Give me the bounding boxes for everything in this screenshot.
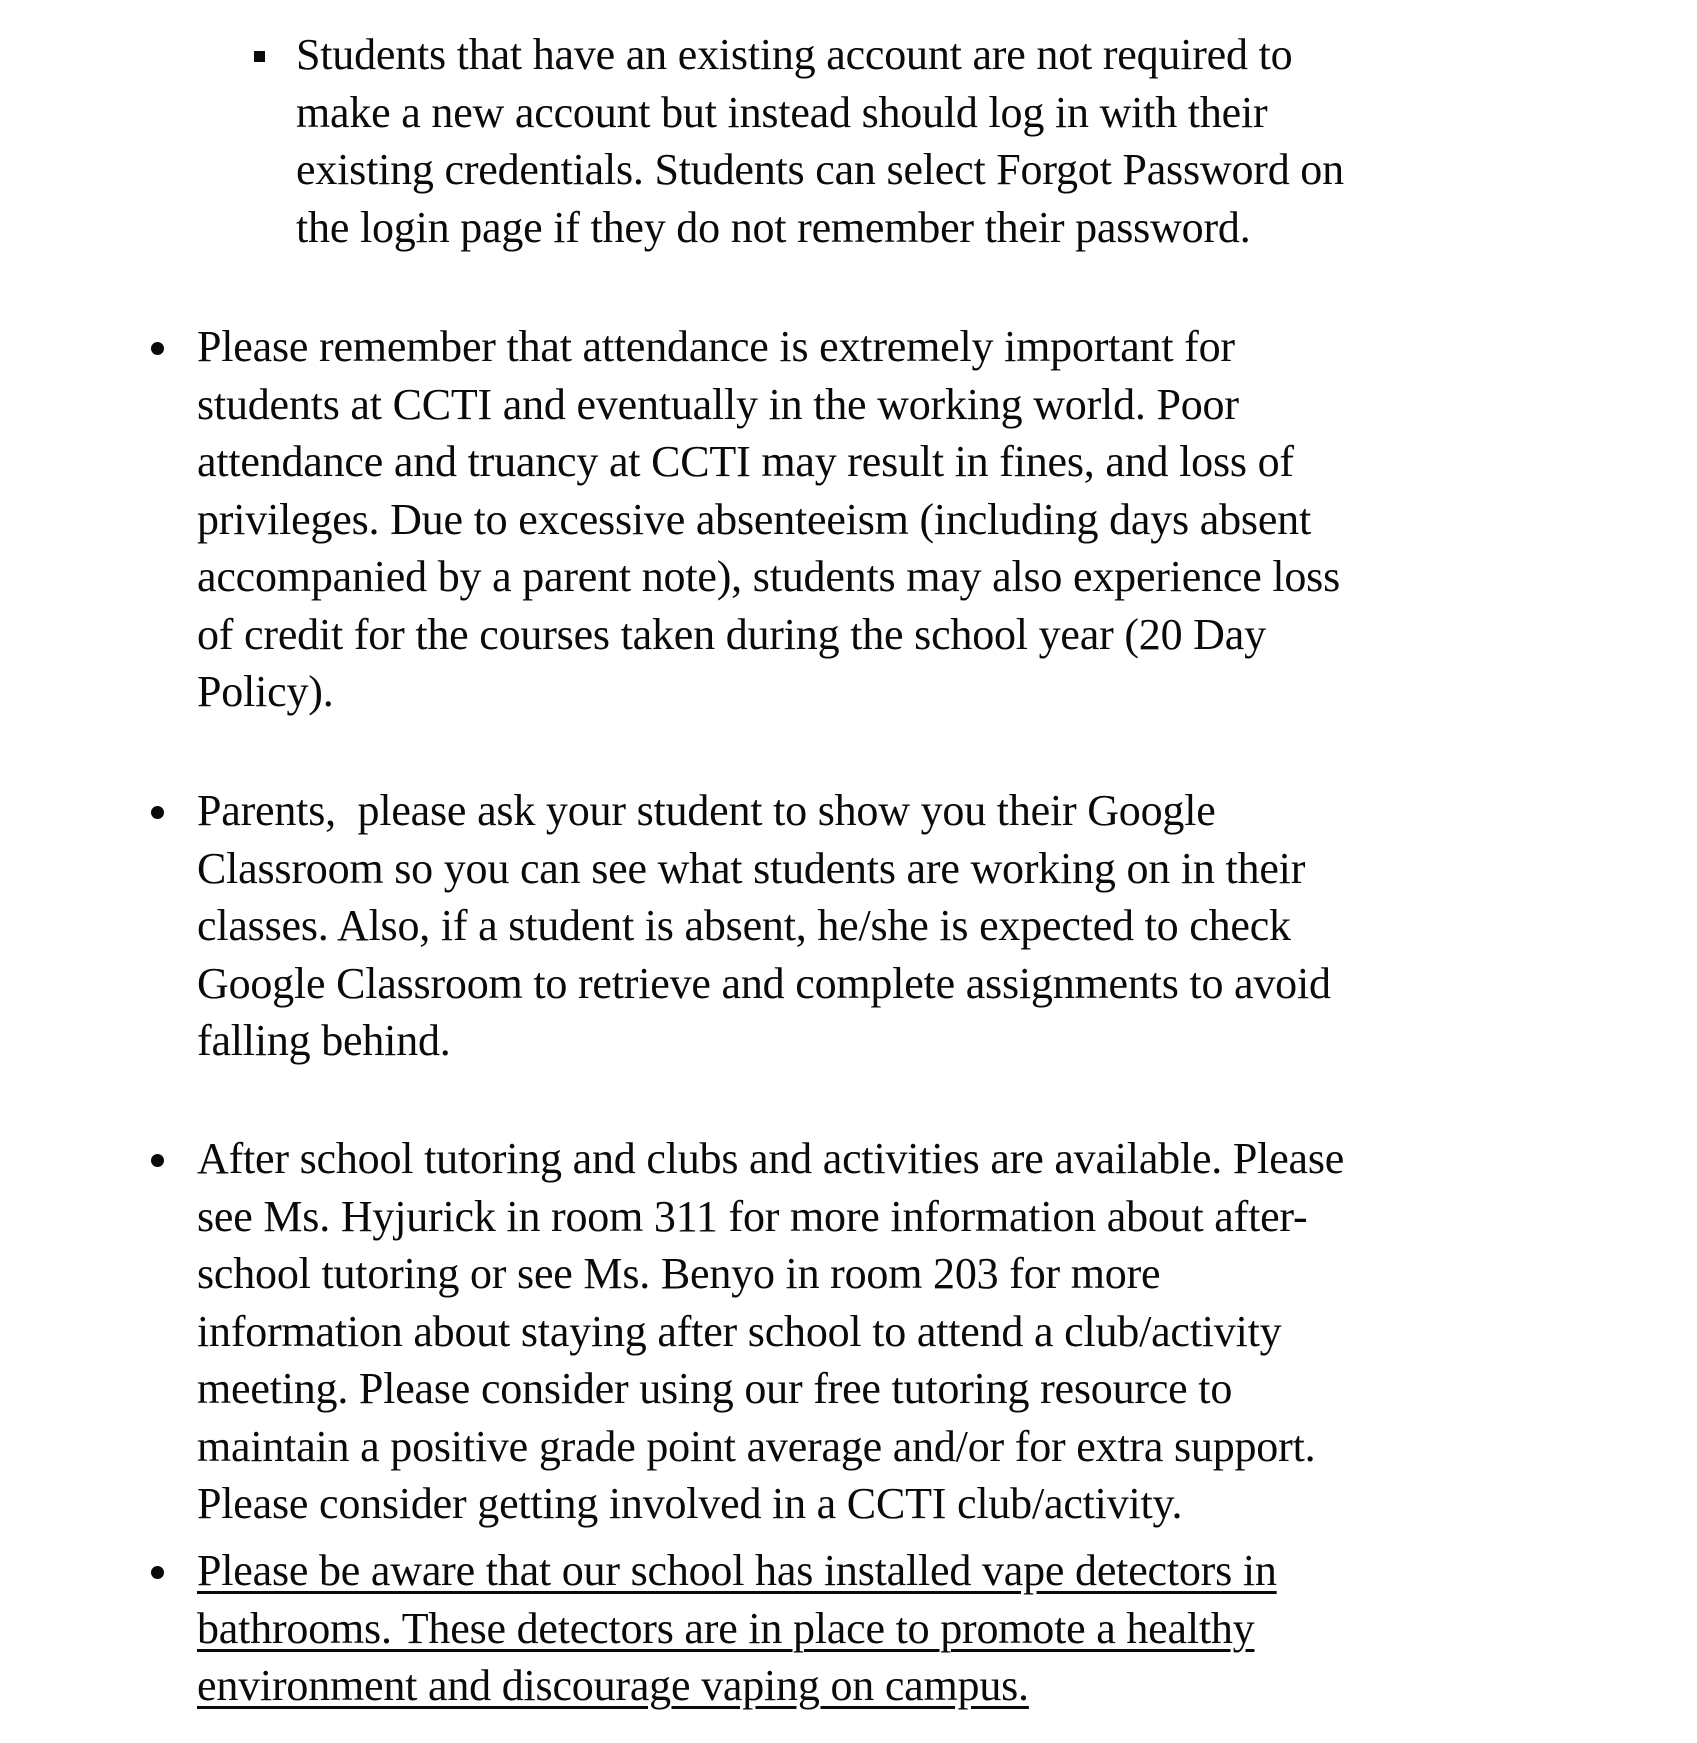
text-line: meeting. Please consider using our free tutoring resource to	[197, 1364, 1233, 1413]
bullet-vape-detectors	[197, 1542, 1277, 1715]
text-line: Students that have an existing account are not required to	[296, 30, 1293, 79]
text-line: make a new account but instead should log in with their	[296, 87, 1268, 137]
underlined-text-line: Please be aware that our school has installed vape detectors in	[197, 1546, 1277, 1595]
text-line: Parents, please ask your student to show you their Google	[197, 786, 1216, 835]
underlined-text-line: bathrooms. These detectors are in place to promote a healthy	[197, 1603, 1255, 1653]
text-line: information about staying after school to attend a club/activity	[197, 1306, 1282, 1356]
bullet-tutoring-clubs	[197, 1130, 1344, 1533]
bullet-google-classroom	[197, 782, 1331, 1070]
text-line: of credit for the courses taken during the school year (20 Day	[197, 609, 1266, 659]
text-line: school tutoring or see Ms. Benyo in room 203 for more	[197, 1249, 1161, 1298]
text-line: Please remember that attendance is extremely important for	[197, 322, 1235, 371]
disc-bullet-icon	[151, 1154, 164, 1167]
underlined-text-line: environment and discourage vaping on campus.	[197, 1661, 1029, 1710]
text-line: Policy).	[197, 667, 334, 716]
text-line: attendance and truancy at CCTI may result in fines, and loss of	[197, 437, 1294, 486]
disc-bullet-icon	[151, 342, 164, 355]
bullet-attendance	[197, 318, 1340, 721]
text-line: Classroom so you can see what students are working on in their	[197, 843, 1306, 893]
sub-bullet-existing-account	[296, 26, 1344, 256]
disc-bullet-icon	[151, 1566, 164, 1579]
text-line: Please consider getting involved in a CCTI club/activity.	[197, 1479, 1183, 1528]
text-line: existing credentials. Students can select Forgot Password on	[296, 145, 1344, 194]
square-bullet-icon	[254, 51, 265, 62]
text-line: After school tutoring and clubs and activities are available. Please	[197, 1134, 1345, 1183]
text-line: privileges. Due to excessive absenteeism (including days absent	[197, 494, 1311, 544]
text-line: accompanied by a parent note), students may also experience loss	[197, 552, 1341, 601]
text-line: classes. Also, if a student is absent, he/she is expected to check	[197, 901, 1291, 950]
text-line: falling behind.	[197, 1016, 451, 1065]
text-line: see Ms. Hyjurick in room 311 for more information about after-	[197, 1191, 1308, 1241]
text-line: Google Classroom to retrieve and complete assignments to avoid	[197, 958, 1331, 1008]
text-line: maintain a positive grade point average and/or for extra support.	[197, 1421, 1316, 1471]
text-line: students at CCTI and eventually in the working world. Poor	[197, 379, 1239, 429]
text-line: the login page if they do not remember their password.	[296, 202, 1251, 252]
disc-bullet-icon	[151, 806, 164, 819]
